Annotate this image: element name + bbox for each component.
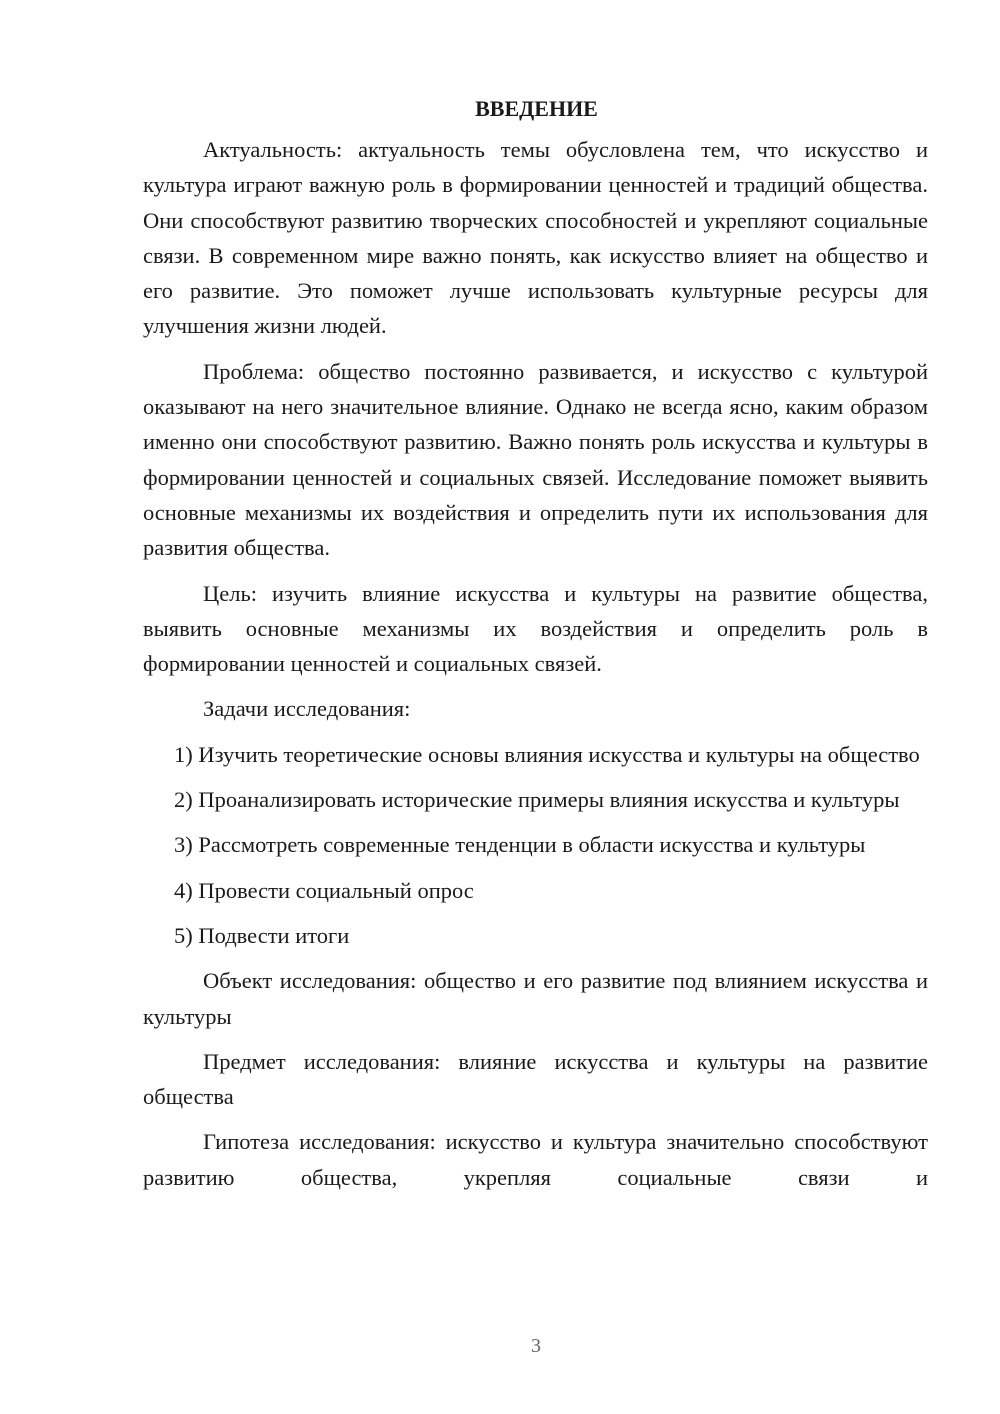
list-item-task-2: 2) Проанализировать исторические примеры влияния искусства и культуры: [174, 787, 900, 813]
paragraph-subject: Предмет исследования: влияние искусства и культуры на развитие общества: [143, 1048, 928, 1110]
list-item-task-1: 1) Изучить теоретические основы влияния искусства и культуры на общество: [174, 741, 920, 767]
list-item-task-4: 4) Провести социальный опрос: [174, 877, 474, 903]
paragraph-object: Объект исследования: общество и его развитие под влиянием искусства и культуры: [143, 968, 928, 1029]
page-content: [143, 96, 928, 1195]
page-title: ВВЕДЕНИЕ: [475, 96, 598, 121]
paragraph-relevance: Актуальность: актуальность темы обусловлена тем, что искусство и культура играют важную роль в формировании ценностей и традиций общества. Они способствуют развитию творческих способностей и укрепляют социальные связи. В современном мире важно понять, как искусство влияет на общество и его развитие. Это поможет лучше использовать культурные ресурсы для улучшения жизни людей.: [143, 137, 928, 339]
list-item-task-3: 3) Рассмотреть современные тенденции в области искусства и культуры: [174, 832, 866, 858]
paragraph-problem: Проблема: общество постоянно развивается, и искусство с культурой оказывают на него значительное влияние. Однако не всегда ясно, каким образом именно они способствуют развитию. Важно понять роль искусства и культуры в формировании ценностей и социальных связей. Исследование поможет выявить основные механизмы их воздействия и определить пути их использования для развития общества.: [143, 358, 928, 561]
list-item-task-5: 5) Подвести итоги: [174, 922, 350, 948]
paragraph-goal: Цель: изучить влияние искусства и культуры на развитие общества, выявить основные механизмы их воздействия и определить роль в формировании ценностей и социальных связей.: [143, 580, 928, 677]
page-number: 3: [531, 1335, 541, 1357]
paragraph-hypothesis: Гипотеза исследования: искусство и культура значительно способствуют развитию общества, укрепляя социальные связи и: [143, 1129, 928, 1190]
tasks-heading: Задачи исследования:: [203, 696, 411, 722]
